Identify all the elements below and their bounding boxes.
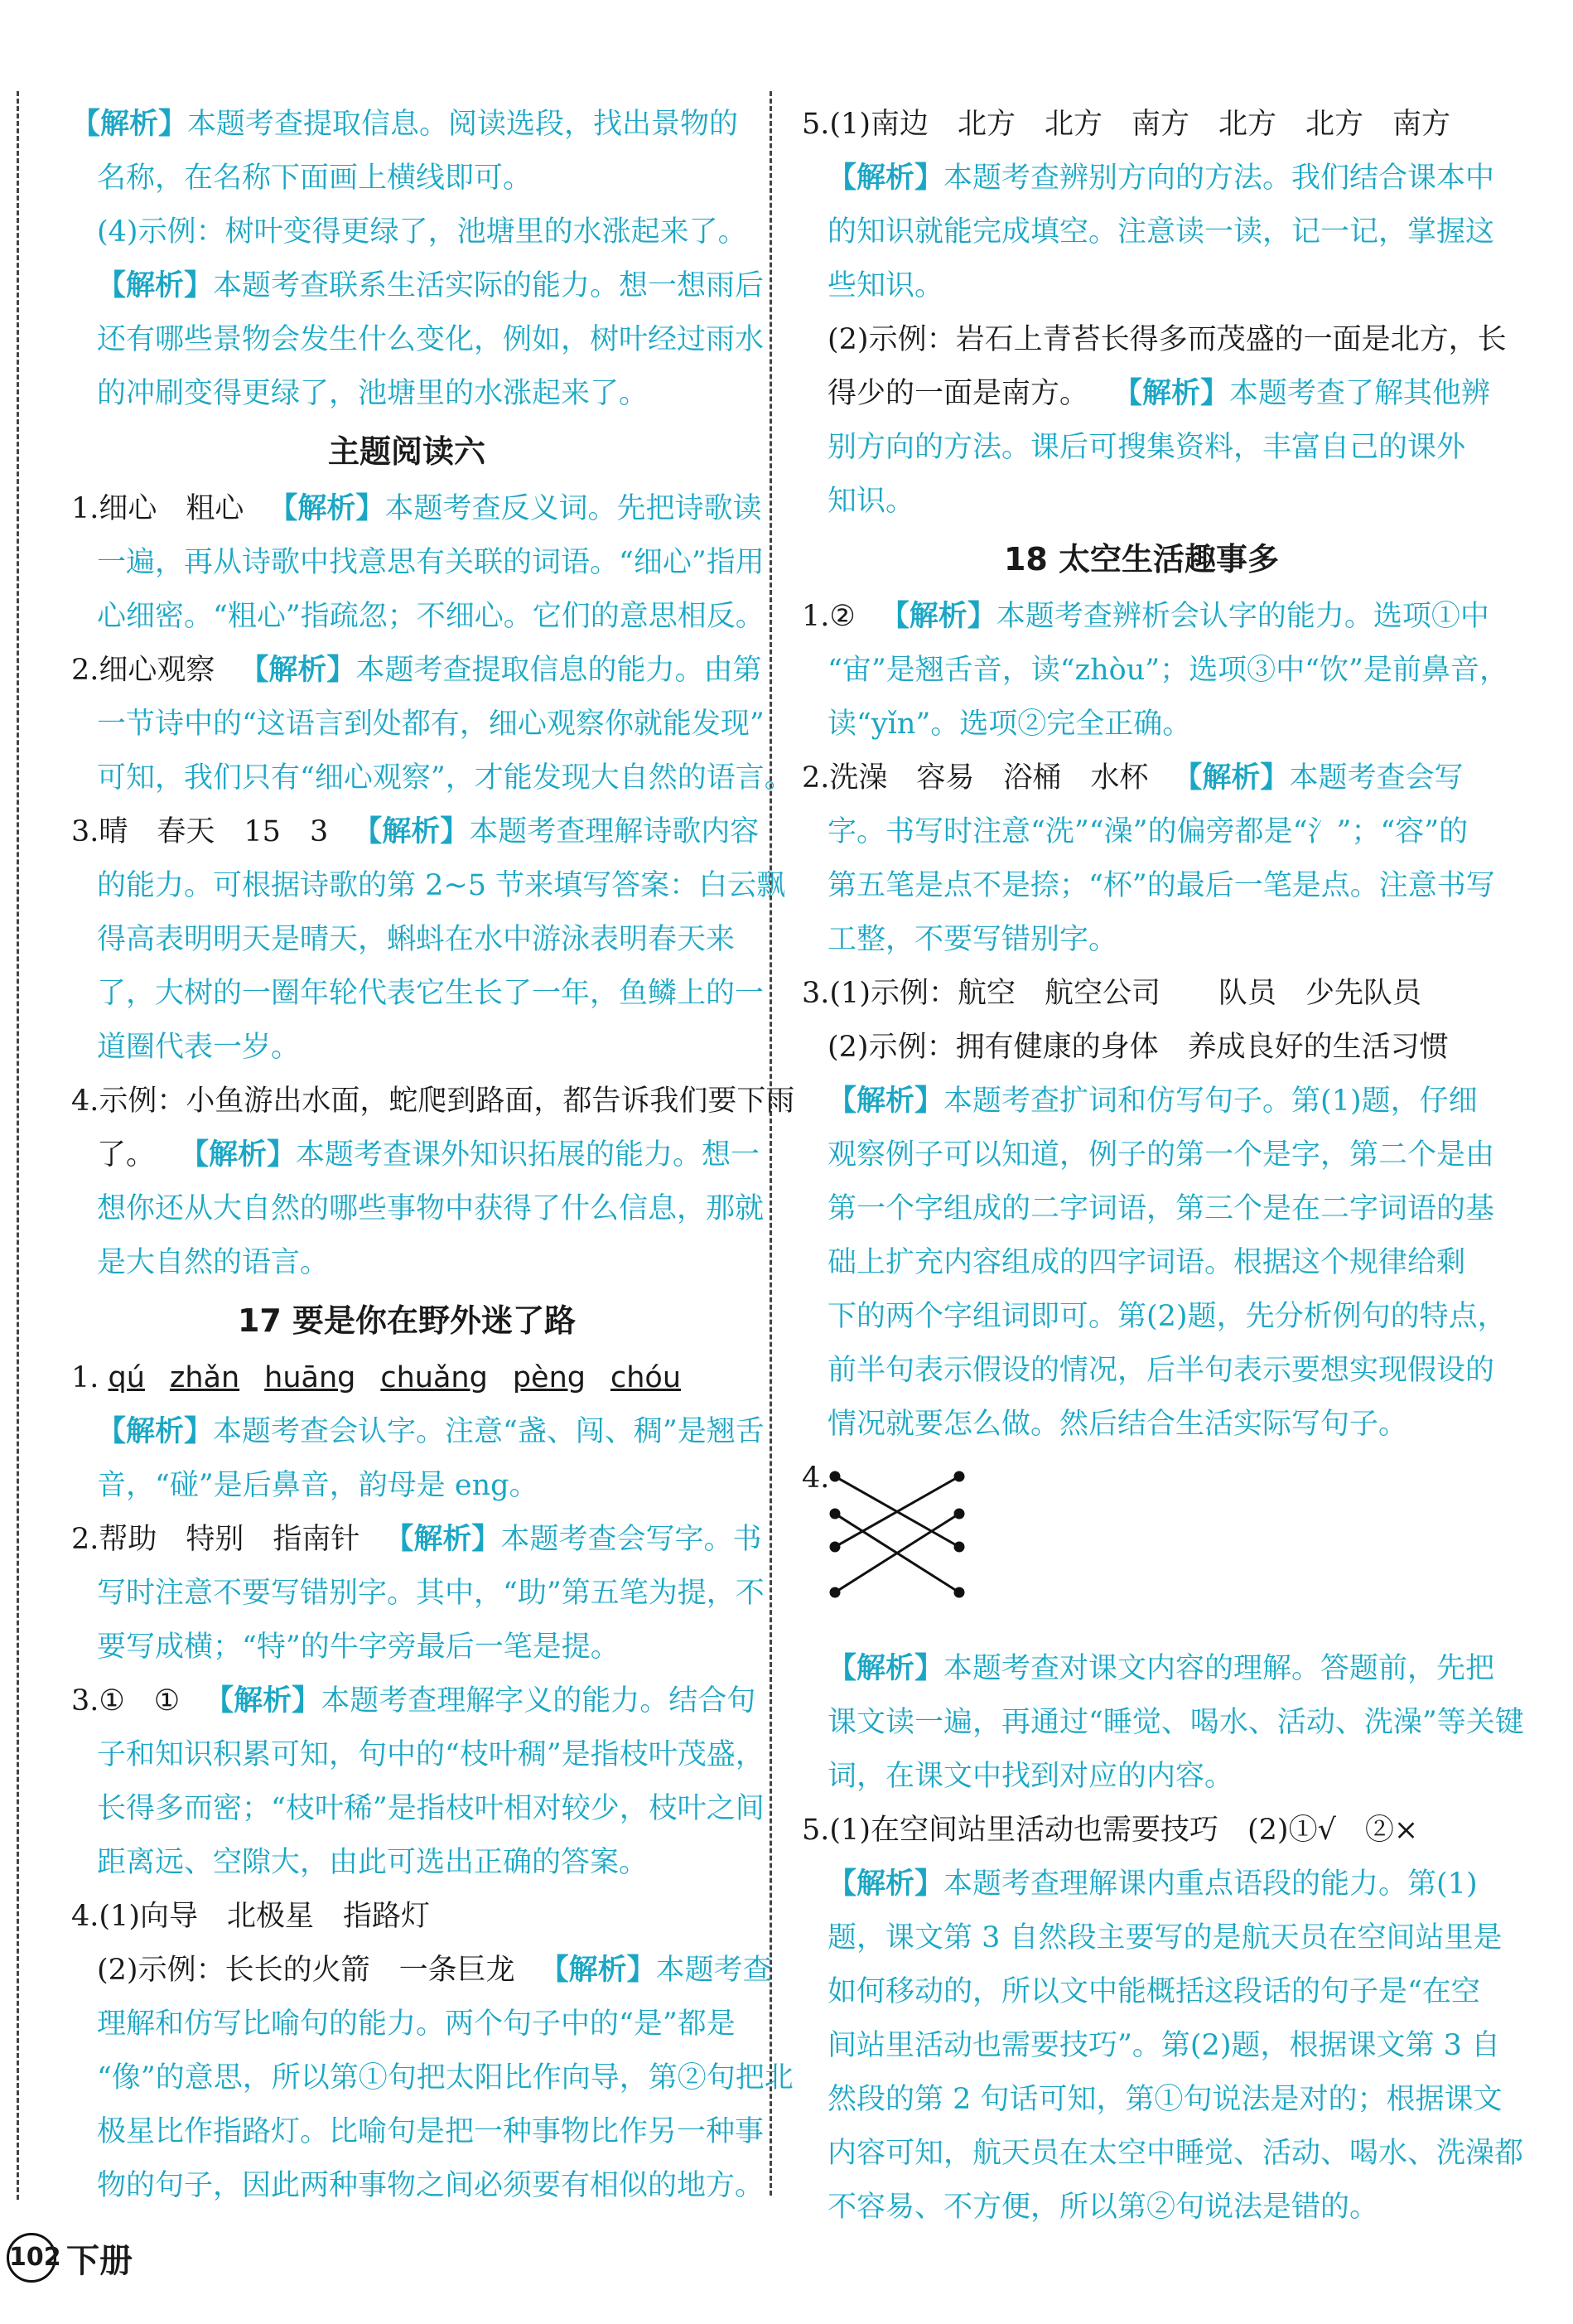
text-line — [802, 1858, 1481, 1911]
explanation-text: 前半句表示假设的情况，后半句表示要想实现假设的 — [828, 1354, 1495, 1387]
explanation-text: 的知识就能完成填空。注意读一读，记一记，掌握这 — [828, 215, 1495, 249]
question-number: 5. — [802, 108, 830, 141]
pinyin-item: chóu — [610, 1361, 682, 1394]
text-line — [71, 913, 742, 967]
matching-question — [802, 1452, 1481, 1642]
analysis-tag: 【解析】 — [1113, 377, 1230, 410]
text-line — [71, 536, 765, 590]
volume-label: 下册 — [66, 2241, 133, 2280]
text-line — [802, 1021, 1481, 1075]
text-line — [71, 1513, 762, 1567]
pinyin-item: chuǎng — [380, 1361, 488, 1394]
text-line — [71, 859, 786, 913]
explanation-text: 本题考查理解课内重点语段的能力。第(1) — [943, 1867, 1478, 1901]
explanation-text: 读“yǐn”。选项②完全正确。 — [828, 708, 1192, 741]
left-mid-block — [71, 482, 795, 1290]
text-line — [802, 698, 1481, 751]
text-line — [802, 205, 1495, 259]
text-line — [802, 1128, 1495, 1182]
text-line — [71, 1621, 742, 1674]
text-line — [802, 367, 1491, 421]
answer-text: (1)南边 北方 北方 南方 北方 北方 南方 — [829, 108, 1450, 141]
explanation-text: 是大自然的语言。 — [97, 1246, 330, 1279]
column-divider — [770, 91, 772, 2196]
text-line — [71, 1459, 742, 1513]
analysis-tag: 【解析】 — [828, 1652, 944, 1685]
text-line — [802, 2073, 1503, 2127]
question-number: 4. — [71, 1085, 99, 1118]
left-bottom-block — [71, 1405, 794, 2213]
explanation-text: 情况就要怎么做。然后结合生活实际写句子。 — [828, 1408, 1408, 1441]
question-number: 2. — [71, 654, 99, 687]
answer-text: 晴 春天 15 3 — [99, 815, 329, 848]
text-line — [71, 313, 765, 367]
text-line — [802, 1398, 1481, 1452]
explanation-text: 本题考查会写 — [1289, 761, 1464, 795]
right-column — [802, 98, 1524, 2235]
analysis-tag: 【解析】 — [539, 1954, 656, 1987]
answer-text: 帮助 特别 指南针 — [99, 1523, 360, 1556]
explanation-text: 一遍，再从诗歌中找意思有关联的词语。“细心”指用 — [97, 546, 765, 579]
match-dot — [955, 1472, 963, 1481]
text-line — [71, 152, 742, 205]
text-line — [71, 1182, 765, 1236]
analysis-tag: 【解析】 — [239, 654, 356, 687]
analysis-tag: 【解析】 — [353, 815, 470, 848]
text-line — [802, 98, 1481, 152]
answer-text: (2)示例：岩石上青苔长得多而茂盛的一面是北方，长 — [828, 323, 1507, 356]
question-number: 3. — [71, 815, 99, 848]
text-line — [71, 1075, 795, 1128]
match-dot — [831, 1543, 839, 1551]
explanation-text: 不容易、不方便，所以第②句说法是错的。 — [828, 2191, 1379, 2224]
text-line — [71, 1890, 742, 1944]
question-number: 3. — [802, 977, 830, 1010]
left-top-block — [71, 98, 765, 421]
explanation-text: 本题考查对课文内容的理解。答题前，先把 — [943, 1652, 1495, 1685]
text-line — [802, 590, 1489, 644]
pinyin-item: qú — [108, 1361, 145, 1394]
explanation-text: “宙”是翘舌音，读“zhòu”；选项③中“饮”是前鼻音， — [828, 654, 1508, 687]
explanation-text: 本题考查联系生活实际的能力。想一想雨后 — [213, 269, 765, 302]
analysis-tag: 【解析】 — [828, 162, 944, 195]
text-line — [71, 698, 765, 751]
answer-text: ② — [829, 600, 856, 633]
text-line — [71, 367, 742, 421]
explanation-text: 本题考查了解其他辨 — [1229, 377, 1491, 410]
explanation-text: 别方向的方法。课后可搜集资料，丰富自己的课外 — [828, 431, 1466, 464]
answer-text: 得少的一面是南方。 — [828, 377, 1089, 410]
analysis-tag: 【解析】 — [828, 1085, 944, 1118]
text-line — [71, 2159, 765, 2213]
question-number: 2. — [71, 1523, 99, 1556]
explanation-text: “像”的意思，所以第①句把太阳比作向导，第②句把北 — [97, 2061, 794, 2094]
text-line — [71, 967, 765, 1021]
page-number: 102 — [7, 2233, 56, 2283]
text-line — [71, 1567, 765, 1621]
answer-text: (1)示例：航空 航空公司 队员 少先队员 — [829, 977, 1421, 1010]
analysis-tag: 【解析】 — [268, 492, 385, 525]
question-number: 1. — [71, 1361, 99, 1394]
explanation-text: 本题考查会认字。注意“盏、闯、稠”是翘舌 — [213, 1415, 765, 1448]
answer-text: 细心 粗心 — [99, 492, 244, 525]
explanation-text: 了，大树的一圈年轮代表它生长了一年，鱼鳞上的一 — [97, 977, 765, 1010]
explanation-text: 内容可知，航天员在太空中睡觉、活动、喝水、洗澡都 — [828, 2137, 1524, 2170]
explanation-text: 本题考查扩词和仿写句子。第(1)题，仔细 — [943, 1085, 1478, 1118]
explanation-text: 第五笔是点不是捺；“杯”的最后一笔是点。注意书写 — [828, 869, 1495, 902]
analysis-tag: 【解析】 — [880, 600, 996, 633]
matching-lines-diagram — [827, 1468, 976, 1609]
right-bottom-block — [802, 1642, 1524, 2235]
text-line — [71, 1128, 760, 1182]
question-number: 2. — [802, 761, 830, 795]
text-line — [802, 2181, 1481, 2235]
section-heading-reading-six: 主题阅读六 — [327, 433, 485, 470]
text-line — [802, 2127, 1524, 2181]
explanation-text: 一节诗中的“这语言到处都有，细心观察你就能发现” — [97, 708, 765, 741]
text-line — [71, 2105, 765, 2159]
explanation-text: 下的两个字组词即可。第(2)题，先分析例句的特点， — [828, 1300, 1507, 1333]
match-dot — [831, 1472, 839, 1481]
match-dot — [955, 1543, 963, 1551]
text-line — [71, 1021, 742, 1075]
text-line — [71, 259, 765, 313]
analysis-tag: 【解析】 — [97, 269, 214, 302]
text-line — [802, 1642, 1495, 1696]
pinyin-item: huāng — [264, 1361, 356, 1394]
question-number: 5. — [802, 1814, 830, 1847]
right-top-block — [802, 98, 1507, 529]
text-line — [71, 1405, 765, 1459]
question-number: 1. — [71, 492, 99, 525]
analysis-tag: 【解析】 — [180, 1138, 297, 1172]
text-line — [802, 1911, 1503, 1965]
answer-text: 示例：小鱼游出水面，蛇爬到路面，都告诉我们要下雨 — [99, 1085, 795, 1118]
explanation-text: 可知，我们只有“细心观察”，才能发现大自然的语言。 — [97, 761, 794, 795]
explanation-text: 心细密。“粗心”指疏忽；不细心。它们的意思相反。 — [97, 600, 765, 633]
text-line — [71, 1836, 742, 1890]
explanation-text: 本题考查辨别方向的方法。我们结合课本中 — [943, 162, 1495, 195]
text-line — [71, 805, 760, 859]
explanation-text: 观察例子可以知道，例子的第一个是字，第二个是由 — [828, 1138, 1495, 1172]
right-mid-block — [802, 590, 1508, 1452]
text-line — [71, 1944, 772, 1998]
explanation-text: 的冲刷变得更绿了，池塘里的水涨起来了。 — [97, 377, 649, 410]
answer-text: (2)示例：长长的火箭 一条巨龙 — [97, 1954, 515, 1987]
pinyin-list — [109, 1361, 706, 1394]
text-line — [71, 1236, 742, 1290]
explanation-text: 间站里活动也需要技巧”。第(2)题，根据课文第 3 自 — [828, 2029, 1500, 2062]
text-line — [802, 1236, 1481, 1290]
text-line — [71, 98, 742, 152]
answer-text: 细心观察 — [99, 654, 215, 687]
explanation-text: 如何移动的，所以文中能概括这段话的句子是“在空 — [828, 1975, 1480, 2008]
question-number: 4. — [71, 1900, 99, 1933]
explanation-text: 本题考查理解字义的能力。结合句 — [321, 1684, 756, 1718]
text-line — [71, 590, 765, 644]
analysis-tag: 【解析】 — [384, 1523, 501, 1556]
text-line — [71, 644, 762, 698]
analysis-tag: 【解析】 — [71, 108, 188, 141]
text-line — [802, 1182, 1495, 1236]
explanation-text: 物的句子，因此两种事物之间必须要有相似的地方。 — [97, 2169, 765, 2202]
text-line — [802, 259, 1481, 313]
explanation-text: 字。书写时注意“洗”“澡”的偏旁都是“氵”；“容”的 — [828, 815, 1469, 848]
text-line — [802, 475, 1481, 529]
analysis-tag: 【解析】 — [205, 1684, 321, 1718]
text-line — [802, 1075, 1481, 1128]
explanation-text: 写时注意不要写错别字。其中，“助”第五笔为提，不 — [97, 1577, 765, 1610]
explanation-text: 极星比作指路灯。比喻句是把一种事物比作另一种事 — [97, 2115, 765, 2148]
text-line — [802, 313, 1507, 367]
text-line — [802, 751, 1481, 805]
explanation-text: 的能力。可根据诗歌的第 2~5 节来填写答案：白云飘 — [97, 869, 786, 902]
pinyin-item: zhǎn — [169, 1361, 240, 1394]
explanation-text: (4)示例：树叶变得更绿了，池塘里的水涨起来了。 — [97, 215, 747, 249]
text-line — [802, 1344, 1495, 1398]
explanation-text: 还有哪些景物会发生什么变化，例如，树叶经过雨水 — [97, 323, 765, 356]
page-footer — [7, 2233, 133, 2283]
explanation-text: 音，“碰”是后鼻音，韵母是 eng。 — [97, 1469, 538, 1502]
explanation-text: 要写成横；“特”的牛字旁最后一笔是提。 — [97, 1631, 620, 1664]
pinyin-answer-line — [71, 1351, 742, 1405]
explanation-text: 题，课文第 3 自然段主要写的是航天员在空间站里是 — [828, 1921, 1503, 1954]
answer-text: ① ① — [99, 1684, 181, 1718]
text-line — [71, 2051, 794, 2105]
explanation-text: 本题考查理解诗歌内容 — [469, 815, 760, 848]
explanation-text: 些知识。 — [828, 269, 944, 302]
text-line — [71, 1674, 756, 1728]
text-line — [802, 2019, 1500, 2073]
text-line — [802, 152, 1495, 205]
analysis-tag: 【解析】 — [828, 1867, 944, 1901]
explanation-text: 本题考查提取信息。阅读选段，找出景物的 — [187, 108, 739, 141]
text-line — [802, 1696, 1524, 1750]
question-number: 3. — [71, 1684, 99, 1718]
explanation-text: 词，在课文中找到对应的内容。 — [828, 1760, 1234, 1793]
explanation-text: 本题考查会写字。书 — [500, 1523, 762, 1556]
text-line — [802, 967, 1481, 1021]
explanation-text: 本题考查辨析会认字的能力。选项①中 — [996, 600, 1489, 633]
text-line — [802, 859, 1495, 913]
text-line — [802, 1804, 1481, 1858]
answer-text: (1)向导 北极星 指路灯 — [99, 1900, 430, 1933]
text-line — [802, 805, 1481, 859]
explanation-text: 距离远、空隙大，由此可选出正确的答案。 — [97, 1846, 649, 1879]
explanation-text: 本题考查课外知识拓展的能力。想一 — [296, 1138, 760, 1172]
explanation-text: 想你还从大自然的哪些事物中获得了什么信息，那就 — [97, 1192, 765, 1225]
analysis-tag: 【解析】 — [1173, 761, 1290, 795]
text-line — [802, 1750, 1481, 1804]
text-line — [802, 421, 1481, 475]
answer-text: (1)在空间站里活动也需要技巧 (2)①√ ②× — [829, 1814, 1419, 1847]
text-line — [71, 1782, 765, 1836]
binding-line — [17, 91, 19, 2200]
answer-text: (2)示例：拥有健康的身体 养成良好的生活习惯 — [828, 1031, 1449, 1064]
explanation-text: 本题考查 — [655, 1954, 772, 1987]
explanation-text: 子和知识积累可知，句中的“枝叶稠”是指枝叶茂盛， — [97, 1738, 765, 1771]
explanation-text: 然段的第 2 句话可知，第①句说法是对的；根据课文 — [828, 2083, 1503, 2116]
text-line — [802, 644, 1508, 698]
explanation-text: 得高表明明天是晴天，蝌蚪在水中游泳表明春天来 — [97, 923, 736, 956]
explanation-text: 理解和仿写比喻句的能力。两个句子中的“是”都是 — [97, 2008, 736, 2041]
match-dot — [831, 1510, 839, 1518]
analysis-tag: 【解析】 — [97, 1415, 214, 1448]
explanation-text: 知识。 — [828, 485, 915, 518]
text-line — [802, 1290, 1507, 1344]
explanation-text: 础上扩充内容组成的四字词语。根据这个规律给剩 — [828, 1246, 1466, 1279]
answer-text: 洗澡 容易 浴桶 水杯 — [829, 761, 1149, 795]
left-column — [71, 98, 795, 2213]
explanation-text: 第一个字组成的二字词语，第三个是在二字词语的基 — [828, 1192, 1495, 1225]
explanation-text: 名称，在名称下面画上横线即可。 — [97, 162, 533, 195]
match-dot — [955, 1588, 963, 1597]
section-heading-lesson-17: 17 要是你在野外迷了路 — [237, 1302, 577, 1339]
explanation-text: 课文读一遍，再通过“睡觉、喝水、活动、洗澡”等关键 — [828, 1706, 1524, 1739]
text-line — [71, 205, 747, 259]
match-dot — [831, 1588, 839, 1597]
question-number: 1. — [802, 600, 830, 633]
section-heading-lesson-18: 18 太空生活趣事多 — [1003, 541, 1280, 577]
explanation-text: 本题考查提取信息的能力。由第 — [355, 654, 762, 687]
match-dot — [955, 1510, 963, 1518]
pinyin-item: pèng — [512, 1361, 586, 1394]
text-line — [71, 1728, 765, 1782]
text-line — [71, 482, 762, 536]
explanation-text: 长得多而密；“枝叶稀”是指枝叶相对较少，枝叶之间 — [97, 1792, 765, 1825]
explanation-text: 工整，不要写错别字。 — [828, 923, 1118, 956]
question-number: 4. — [802, 1462, 830, 1495]
text-line — [802, 913, 1481, 967]
text-line — [71, 1998, 742, 2051]
text-line — [71, 751, 794, 805]
answer-text: 了。 — [97, 1138, 156, 1172]
explanation-text: 本题考查反义词。先把诗歌读 — [384, 492, 762, 525]
explanation-text: 道圈代表一岁。 — [97, 1031, 301, 1064]
text-line — [802, 1965, 1481, 2019]
